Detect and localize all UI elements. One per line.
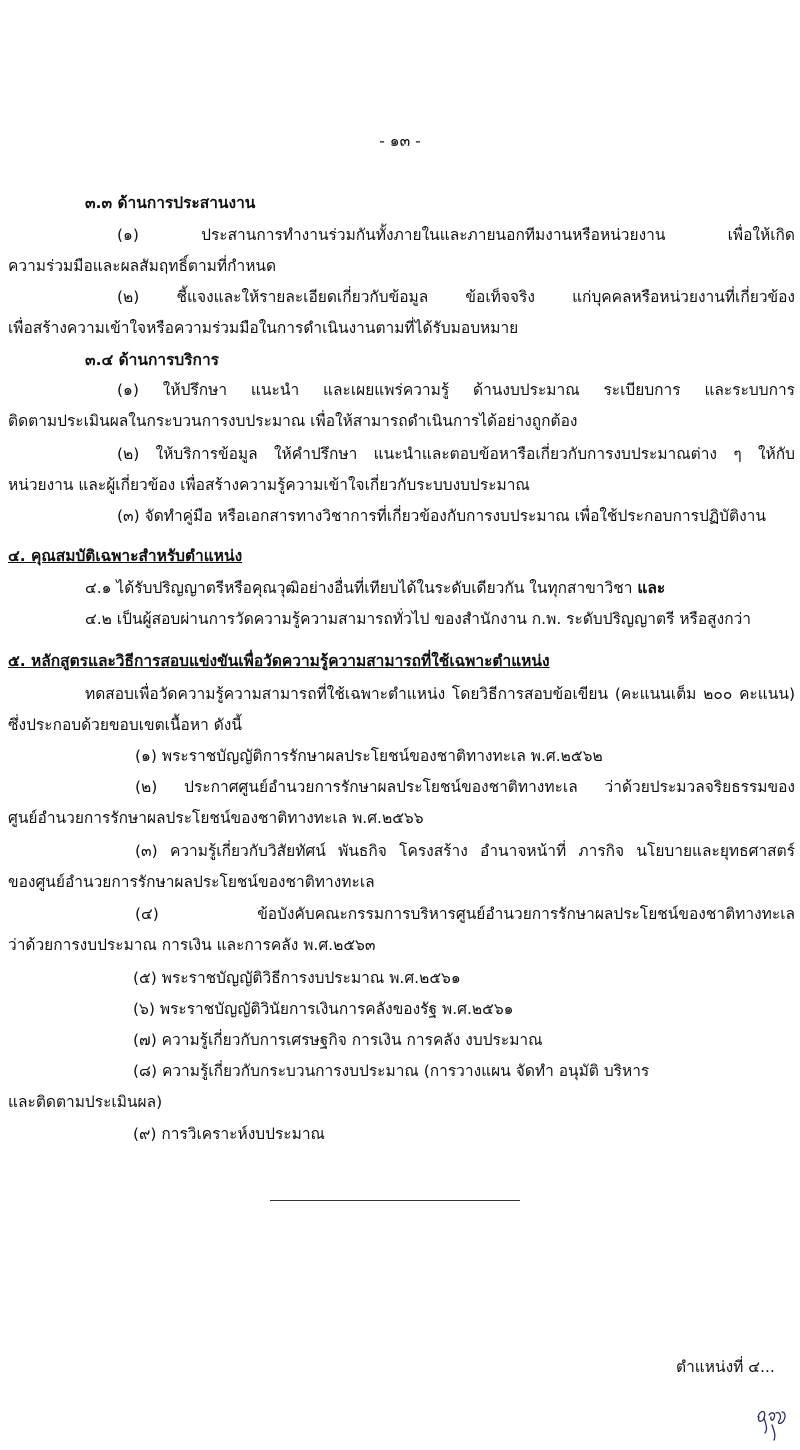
section-5-heading: ๕. หลักสูตรและวิธีการสอบแข่งขันเพื่อวัดความรู้ความสามารถที่ใช้เฉพาะตำแหน่ง: [8, 652, 550, 670]
section-divider: [270, 1200, 520, 1201]
section-3-4-item2-line2: หน่วยงาน และผู้เกี่ยวข้อง เพื่อสร้างความรู้ความเข้าใจเกี่ยวกับระบบงบประมาณ: [8, 476, 530, 494]
section-5-item4-line2: ว่าด้วยการงบประมาณ การเงิน และการคลัง พ.ศ.๒๕๖๓: [8, 936, 376, 954]
section-3-3-item1-line1: (๑) ประสานการทำงานร่วมกันทั้งภายในและภายนอกทีมงานหรือหน่วยงาน เพื่อให้เกิด: [117, 226, 795, 244]
section-3-3-heading: ๓.๓ ด้านการประสานงาน: [85, 194, 256, 212]
section-3-3-item2-line1: (๒) ชี้แจงและให้รายละเอียดเกี่ยวกับข้อมูล ข้อเท็จจริง แก่บุคคลหรือหน่วยงานที่เกี่ยวข้อง: [117, 288, 795, 306]
section-4-item1-text: ๔.๑ ได้รับปริญญาตรีหรือคุณวุฒิอย่างอื่นที่เทียบได้ในระดับเดียวกัน ในทุกสาขาวิชา: [85, 579, 638, 597]
page-number: - ๑๓ -: [379, 132, 421, 150]
section-3-4-heading: ๓.๔ ด้านการบริการ: [85, 351, 219, 369]
section-3-4-item1-line2: ติดตามประเมินผลในกระบวนการงบประมาณ เพื่อให้สามารถดำเนินการได้อย่างถูกต้อง: [8, 412, 578, 430]
section-5-item1: (๑) พระราชบัญญัติการรักษาผลประโยชน์ของชาติทางทะเล พ.ศ.๒๕๖๒: [135, 747, 603, 765]
section-4-heading: ๔. คุณสมบัติเฉพาะสำหรับตำแหน่ง: [8, 547, 243, 565]
section-5-item7: (๗) ความรู้เกี่ยวกับการเศรษฐกิจ การเงิน การคลัง งบประมาณ: [133, 1031, 543, 1049]
section-5-intro-line2: ซึ่งประกอบด้วยขอบเขตเนื้อหา ดังนี้: [8, 716, 242, 734]
continuation-note: ตำแหน่งที่ ๔...: [676, 1358, 775, 1376]
section-3-4-item2-line1: (๒) ให้บริการข้อมูล ให้คำปรึกษา แนะนำและตอบข้อหารือเกี่ยวกับการงบประมาณต่าง ๆ ให้กับ: [117, 445, 795, 463]
section-5-item9: (๙) การวิเคราะห์งบประมาณ: [133, 1125, 325, 1143]
section-4-item1: [85, 577, 665, 599]
section-4-item2: ๔.๒ เป็นผู้สอบผ่านการวัดความรู้ความสามารถทั่วไป ของสำนักงาน ก.พ. ระดับปริญญาตรี หรือสูงกว่า: [85, 610, 752, 628]
section-3-3-item1-line2: ความร่วมมือและผลสัมฤทธิ์ตามที่กำหนด: [8, 257, 277, 275]
section-5-intro-line1: ทดสอบเพื่อวัดความรู้ความสามารถที่ใช้เฉพาะตำแหน่ง โดยวิธีการสอบข้อเขียน (คะแนนเต็ม ๒๐๐ คะแนน): [85, 685, 795, 703]
section-3-3-item2-line2: เพื่อสร้างความเข้าใจหรือความร่วมมือในการดำเนินงานตามที่ได้รับมอบหมาย: [8, 319, 519, 337]
section-5-item8-line1: (๘) ความรู้เกี่ยวกับกระบวนการงบประมาณ (การวางแผน จัดทำ อนุมัติ บริหาร: [133, 1062, 650, 1080]
section-5-item3-line1: (๓) ความรู้เกี่ยวกับวิสัยทัศน์ พันธกิจ โครงสร้าง อำนาจหน้าที่ ภารกิจ นโยบายและยุทธศาสตร์: [135, 842, 795, 860]
signature-mark: [752, 1405, 792, 1443]
section-5-item2-line2: ศูนย์อำนวยการรักษาผลประโยชน์ของชาติทางทะเล พ.ศ.๒๕๖๖: [8, 809, 424, 827]
section-3-4-item3: (๓) จัดทำคู่มือ หรือเอกสารทางวิชาการที่เกี่ยวข้องกับการงบประมาณ เพื่อใช้ประกอบการปฏิบัติงาน: [117, 507, 766, 525]
section-5-item8-line2: และติดตามประเมินผล): [8, 1093, 163, 1111]
section-5-item6: (๖) พระราชบัญญัติวินัยการเงินการคลังของรัฐ พ.ศ.๒๕๖๑: [133, 1000, 514, 1018]
section-3-4-item1-line1: (๑) ให้ปรึกษา แนะนำ และเผยแพร่ความรู้ ด้านงบประมาณ ระเบียบการ และระบบการ: [117, 381, 795, 399]
section-5-item2-line1: (๒) ประกาศศูนย์อำนวยการรักษาผลประโยชน์ของชาติทางทะเล ว่าด้วยประมวลจริยธรรมของ: [135, 778, 795, 796]
section-5-item3-line2: ของศูนย์อำนวยการรักษาผลประโยชน์ของชาติทางทะเล: [8, 873, 375, 891]
section-4-item1-and: และ: [637, 579, 666, 597]
section-5-item4-line1: (๔) ข้อบังคับคณะกรรมการบริหารศูนย์อำนวยการรักษาผลประโยชน์ของชาติทางทะเล: [135, 905, 795, 923]
section-5-item5: (๕) พระราชบัญญัติวิธีการงบประมาณ พ.ศ.๒๕๖๑: [133, 969, 461, 987]
